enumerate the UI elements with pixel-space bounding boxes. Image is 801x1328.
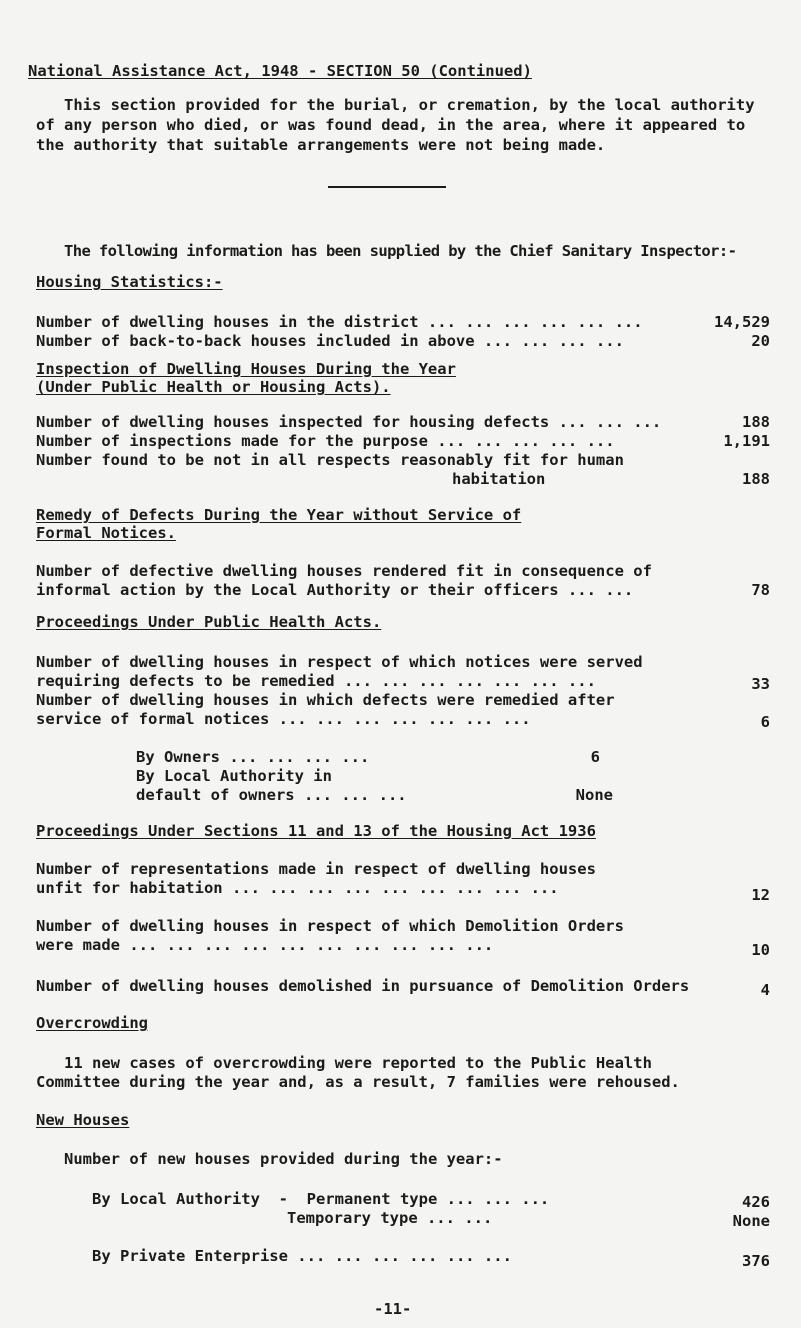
overcrowding-line: 11 new cases of overcrowding were reported to the Public Health [64,1054,652,1072]
new-houses-temp-label: Temporary type ... ... [287,1209,493,1227]
pha-line: requiring defects to be remedied ... ... ... ... ... ... ... [36,672,596,690]
housing-value: 14,529 [714,313,770,331]
new-houses-temp-value: None [732,1212,770,1230]
housing-row: Number of dwelling houses in the district ... ... ... ... ... ... [36,313,643,331]
inspection-row: Number of inspections made for the purpose ... ... ... ... ... [36,432,615,450]
page-number: -11- [374,1300,412,1318]
pha-line: Number of dwelling houses in respect of which notices were served [36,653,643,671]
ha-line: were made ... ... ... ... ... ... ... ... ... ... [36,936,494,954]
la-label: By Local Authority in [136,767,332,785]
ha-value: 12 [751,886,770,904]
remedy-subheading: Formal Notices. [36,524,176,542]
remedy-value: 78 [751,581,770,599]
overcrowding-line: Committee during the year and, as a result, 7 families were rehoused. [36,1073,680,1091]
ha-line: Number of dwelling houses in respect of which Demolition Orders [36,917,624,935]
section-divider [328,186,446,188]
la-label: default of owners ... ... ... [136,786,407,804]
new-houses-la-label: By Local Authority - Permanent type ... ... ... [92,1190,550,1208]
pha-value: 6 [760,713,770,731]
ha-line: unfit for habitation ... ... ... ... ... ... ... ... ... [36,879,559,897]
page-header: National Assistance Act, 1948 - SECTION 50 (Continued) [28,62,532,80]
ha-value: 10 [751,941,770,959]
housing-act-heading: Proceedings Under Sections 11 and 13 of the Housing Act 1936 [36,822,596,840]
ha-value: 4 [760,981,770,999]
housing-row: Number of back-to-back houses included in above ... ... ... ... [36,332,624,350]
ha-line: Number of representations made in respect of dwelling houses [36,860,596,878]
pha-line: service of formal notices ... ... ... ... ... ... ... [36,710,531,728]
chief-inspector-line: The following information has been supplied by the Chief Sanitary Inspector:- [64,242,737,260]
inspection-value: 188 [742,413,770,431]
inspection-value: 1,191 [723,432,770,450]
la-value: None [575,786,613,804]
housing-value: 20 [751,332,770,350]
pha-value: 33 [751,675,770,693]
housing-statistics-heading: Housing Statistics:- [36,273,223,291]
inspection-row: habitation [452,470,546,488]
intro-line-2: of any person who died, or was found dead, in the area, where it appeared to [36,116,746,134]
new-houses-heading: New Houses [36,1111,130,1129]
inspection-subheading: (Under Public Health or Housing Acts). [36,378,391,396]
owners-value: 6 [590,748,600,766]
new-houses-intro: Number of new houses provided during the year:- [64,1150,503,1168]
pha-heading: Proceedings Under Public Health Acts. [36,613,382,631]
pha-line: Number of dwelling houses in which defects were remedied after [36,691,615,709]
remedy-line: informal action by the Local Authority or their officers ... ... [36,581,634,599]
overcrowding-heading: Overcrowding [36,1014,148,1032]
inspection-row: Number found to be not in all respects reasonably fit for human [36,451,624,469]
inspection-row: Number of dwelling houses inspected for housing defects ... ... ... [36,413,662,431]
intro-line-1: This section provided for the burial, or cremation, by the local authority [64,96,755,114]
new-houses-private-value: 376 [742,1252,770,1270]
inspection-heading: Inspection of Dwelling Houses During the Year [36,360,456,378]
remedy-line: Number of defective dwelling houses rendered fit in consequence of [36,562,652,580]
new-houses-private-label: By Private Enterprise ... ... ... ... ... ... [92,1247,512,1265]
owners-label: By Owners ... ... ... ... [136,748,370,766]
remedy-heading: Remedy of Defects During the Year without Service of [36,506,522,524]
ha-line: Number of dwelling houses demolished in pursuance of Demolition Orders [36,977,690,995]
inspection-value: 188 [742,470,770,488]
intro-line-3: the authority that suitable arrangements were not being made. [36,136,606,154]
new-houses-la-value: 426 [742,1193,770,1211]
